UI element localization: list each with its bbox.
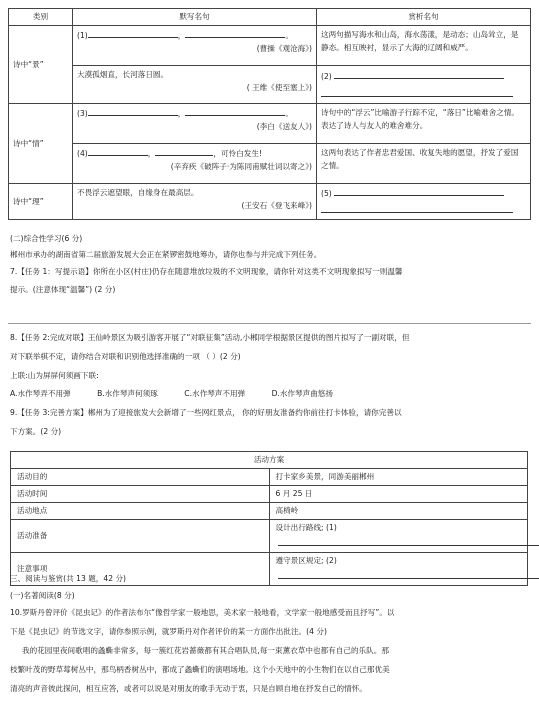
table-row	[11, 503, 528, 520]
recite-cell-2: 大漠孤烟直，长河落日圆。 ( 王维《使至塞上》)	[73, 66, 317, 104]
table-row	[11, 520, 528, 553]
category-scene: 诗中“景”	[9, 26, 73, 104]
q8-line2: 对下联举棋不定，请你结合对联和识别他选择准确的一项 （ ）(2 分)	[10, 352, 241, 361]
answer-blank[interactable]	[334, 186, 504, 196]
table-row	[9, 104, 531, 144]
plan-value: 打卡家乡美景，同游美丽郴州	[269, 469, 528, 486]
recite-cell-1: (1) ， 。 (曹操《观沧海》)	[73, 26, 317, 66]
analysis-cell-3: 诗句中的“浮云”比喻游子行踪不定，“落日”比喻难舍之情。表达了诗人与友人的难舍难分。	[317, 104, 531, 144]
section3-title: 三、阅读与鉴赏(共 13 题，42 分)	[10, 574, 127, 583]
table-row	[11, 469, 528, 486]
table-row	[9, 66, 531, 104]
answer-blank[interactable]	[334, 69, 504, 79]
table-row	[9, 26, 531, 66]
q9-line2: 下方案。(2 分)	[10, 427, 62, 436]
plan-value-fill[interactable]: 遵守景区规定; (2)	[269, 553, 528, 586]
plan-value: 6 月 25 日	[269, 486, 528, 503]
table-row	[9, 144, 531, 184]
q8-upper-couplet: 上联:山为屏屏何须画下联:	[10, 371, 99, 380]
passage-line1: 我的花园里夜间歌唱的螽蟖非常多，每一簇红花岩蔷薇都有其合唱队员,每一束薰衣草中也都有自己的乐队。那	[22, 646, 389, 655]
option-c[interactable]: C.水作琴声不用弹	[184, 389, 246, 398]
analysis-cell-5: (5)	[317, 184, 531, 220]
option-d[interactable]: D.水作琴声曲悠扬	[271, 389, 333, 398]
plan-label: 活动准备	[11, 520, 270, 553]
table-row	[11, 486, 528, 503]
passage-line2: 枝繁叶茂的野草莓树丛中，那鸟柄香树丛中，都成了螽蟖们的演唱场地。这个小天地中的小生物们在以自己那优美	[10, 665, 390, 674]
section3-sub: (一)名著阅读(8 分)	[10, 591, 75, 600]
activity-plan-table	[10, 451, 528, 586]
plan-value: 高椅岭	[269, 503, 528, 520]
answer-blank[interactable]	[88, 146, 148, 156]
analysis-cell-1: 这两句描写海水和山岛，海水荡漾，是动态；山岛耸立，是静态。相互映衬，显示了大海的辽阔和威严。	[317, 26, 531, 66]
header-analysis: 赏析名句	[317, 9, 531, 26]
q7-line2: 提示。(注意体现“温馨”) (2 分)	[10, 285, 116, 294]
option-b[interactable]: B.水作琴声何须琢	[97, 389, 158, 398]
plan-label: 注意事项	[11, 553, 270, 586]
answer-blank[interactable]	[88, 28, 178, 38]
header-recite: 默写名句	[73, 9, 317, 26]
answer-blank[interactable]	[185, 106, 285, 116]
answer-blank[interactable]	[321, 87, 513, 97]
analysis-cell-2: (2)	[317, 66, 531, 104]
divider	[8, 323, 531, 324]
answer-blank[interactable]	[88, 106, 178, 116]
section2-intro: 郴州市承办的湖南省第二届旅游发展大会正在紧锣密鼓地筹办，请你也参与并完成下列任务。	[10, 250, 322, 259]
recite-cell-5: 不畏浮云遮望眼，自缘身在最高层。 (王安石《登飞来峰》)	[73, 184, 317, 220]
analysis-cell-4: 这两句表达了作者忠君爱国、收复失地的愿望，抒发了爱国之情。	[317, 144, 531, 184]
q7-line1: 7.【任务 1：写提示语】你所在小区(村庄)仍存在随意堆放垃圾的不文明现象，请你针对这类不文明现象拟写一则温馨	[10, 267, 403, 276]
poetry-table	[8, 8, 531, 220]
q10-line2: 下是《昆虫记》的节选文字，请你参照示例，就罗斯丹对作者评价的某一方面作出批注。(4 分)	[10, 627, 327, 636]
answer-blank[interactable]	[278, 536, 539, 546]
q8-line1: 8.【任务 2:完成对联】王仙岭景区为吸引游客开展了“对联征集”活动,小郴同学根据景区提供的图片拟写了一副对联，但	[10, 333, 410, 342]
table-header-row	[9, 9, 531, 26]
recite-cell-4: (4) ， ，可怜白发生! (辛弃疾《破阵子·为陈同甫赋壮词以寄之》)	[73, 144, 317, 184]
plan-label: 活动目的	[11, 469, 270, 486]
answer-blank[interactable]	[155, 146, 213, 156]
option-a[interactable]: A.水作琴弄不用弹	[10, 389, 71, 398]
section2-title: (二)综合性学习(6 分)	[10, 234, 83, 243]
recite-cell-3: (3) ， 。 (李白《送友人》)	[73, 104, 317, 144]
plan-title-row	[11, 452, 528, 469]
plan-label: 活动时间	[11, 486, 270, 503]
header-category: 类别	[9, 9, 73, 26]
plan-value-fill[interactable]: 设计出行路线; (1)	[269, 520, 528, 553]
answer-blank[interactable]	[321, 203, 513, 213]
answer-blank[interactable]	[185, 28, 285, 38]
plan-label: 活动地点	[11, 503, 270, 520]
category-reason: 诗中“理”	[9, 184, 73, 220]
passage-line3: 清亮的声音彼此探问，相互应答，或者可以说是对朋友的歌手无动于衷，只是自顾自地在抒发自己的情怀。	[10, 684, 367, 693]
table-row	[9, 184, 531, 220]
category-emotion: 诗中“情”	[9, 104, 73, 184]
q9-line1: 9.【任务 3:完善方案】郴州为了迎接旅发大会新增了一些网红景点， 你的好朋友准备约你前往打卡体验，请你完善以	[10, 408, 402, 417]
q10-line1: 10.罗斯丹曾评价《昆虫记》的作者法布尔“像哲学家一般地思，美术家一般地看，文学家一般地感受而且抒写”。以	[10, 608, 395, 617]
q8-options	[10, 387, 531, 401]
plan-title: 活动方案	[11, 452, 528, 469]
